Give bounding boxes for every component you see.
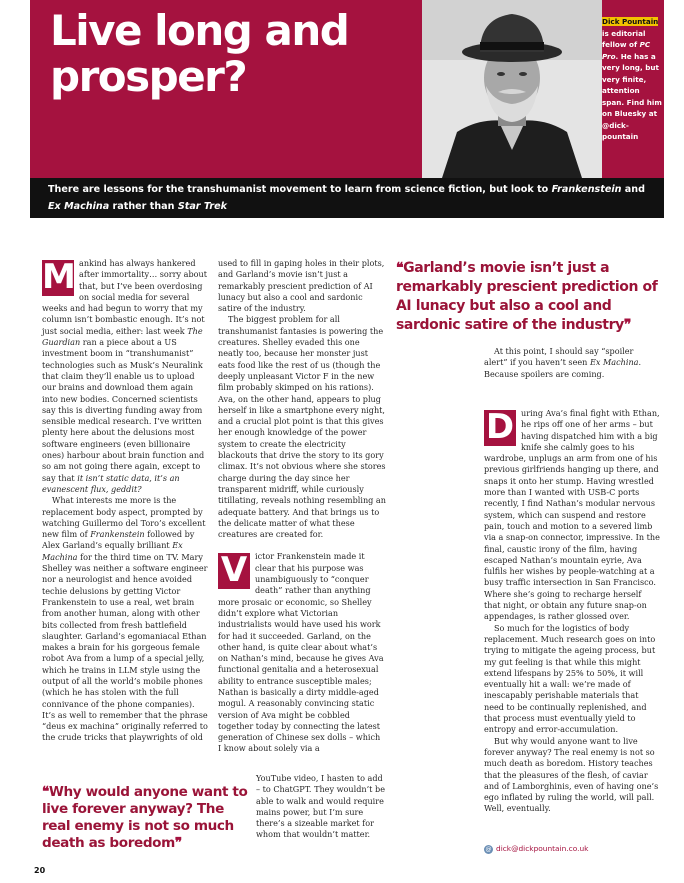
publication-name: The Guardian bbox=[42, 325, 203, 348]
text: At this point, I should say “spoiler alert” if you haven’t seen bbox=[484, 346, 634, 368]
column-3-top bbox=[484, 346, 658, 380]
title-line-2: prosper? bbox=[50, 52, 247, 101]
author-email[interactable] bbox=[484, 844, 588, 854]
author-photo bbox=[422, 0, 602, 178]
standfirst-text: There are lessons for the transhumanist movement to learn from science fiction, but look to bbox=[48, 184, 552, 195]
column-2-tail bbox=[256, 773, 386, 841]
pull-quote-text: Why would anyone want to live forever anyway? The real enemy is not so much death as boredom bbox=[42, 784, 248, 851]
drop-cap: V bbox=[218, 553, 250, 589]
standfirst-text-2: and bbox=[621, 184, 645, 195]
paragraph bbox=[218, 551, 386, 754]
close-quote-icon: ❞ bbox=[623, 317, 631, 333]
at-icon: @ bbox=[485, 845, 492, 853]
open-quote-icon: ❝ bbox=[42, 784, 49, 800]
bio-text-rest: . He has a very long, but very finite, attention span. Find him on Bluesky at @dick-pountain bbox=[602, 51, 662, 141]
article-title bbox=[50, 8, 348, 100]
column-3 bbox=[484, 408, 660, 815]
paragraph: YouTube video, I hasten to add – to ChatGPT. They wouldn’t be able to walk and would require mains power, but I’m sure there’s a sizeable market for whom that wouldn’t matter. bbox=[256, 773, 385, 840]
author-name: Dick Pountain bbox=[602, 17, 659, 26]
pull-quote-1 bbox=[396, 259, 660, 335]
bio-text: is editorial fellow of bbox=[602, 28, 646, 49]
standfirst-ex-machina: Ex Machina bbox=[48, 201, 110, 212]
film-title: Frankenstein bbox=[90, 529, 145, 540]
paragraph bbox=[42, 258, 208, 495]
paragraph bbox=[484, 408, 660, 623]
drop-cap: D bbox=[485, 407, 515, 447]
italic-text: it isn’t static data, it’s an evanescent flux, geddit? bbox=[42, 472, 180, 494]
text: ankind has always hankered after immortality… sorry about that, but I’ve been overdosing on social media for several weeks and had begun to worry that my column isn’t bombastic enough. It’s not just social media, either: last week bbox=[42, 258, 207, 336]
text: followed by Alex Garland’s equally brilliant bbox=[42, 529, 195, 551]
close-quote-icon: ❞ bbox=[174, 835, 182, 851]
text: uring Ava’s final fight with Ethan, he rips off one of her arms – but having dispatched him with a big knife she calmly goes to his wardrobe, unplugs an arm from one of his previous girlfriends hanging up there, and snaps it onto her stump. Having wrestled more than I wanted with USB-C ports recently, I find Nathan’s modular nervous system, which can suspend and restore pain, touch and motion to a severed limb via a snap-on connector, impressive. In the final, caustic irony of the film, having escaped Nathan’s mountain eyrie, Ava fulfils her wishes by people-watching at a busy traffic intersection in San Francisco. Where she’s going to recharge herself that night, or obtain any future snap-on appendages, is rather glossed over. bbox=[484, 408, 660, 622]
paragraph: used to fill in gaping holes in their plots, and Garland’s movie isn’t just a remarkably prescient prediction of AI lunacy but also a cool and sardonic satire of the industry. bbox=[218, 258, 385, 314]
header-banner bbox=[30, 0, 664, 218]
text: for the third time on TV. Mary Shelley was neither a software engineer nor a neurologist and hence avoided techie delusions by getting Victor Frankenstein to use a real, wet brain from another human, along with other bits collected from fresh battlefield slaughter. Garland’s egomaniacal Ethan makes a brain for his gorgeous female robot Ava from a lump of a special jelly, which he trains in LLM style using the output of all the world’s mobile phones (which he has stolen with the full connivance of the phone companies). It’s as well to remember that the phrase “deus ex machina” originally referred to the crude tricks that playwrights of old bbox=[42, 551, 208, 743]
paragraph: The biggest problem for all transhumanist fantasies is powering the creatures. Shelley evaded this one neatly too, because her monster just eats food like the rest of us (though the deeply unpleasant Victor F in the new film probably skimped on his rations). Ava, on the other hand, appears to plug herself in like a smartphone every night, and a crucial plot point is that this gives her enough knowledge of the power system to create the electricity blackouts that drive the story to its gory climax. It’s not obvious where she stores charge during the day since her transparent midriff, while curiously titillating, reveals nothing resembling an adequate battery. And that brings us to the delicate matter of what these creatures are created for. bbox=[218, 314, 386, 540]
text: . Because spoilers are coming. bbox=[484, 357, 642, 379]
paragraph: But why would anyone want to live forever anyway? The real enemy is not so much death as boredom. History teaches that the pleasures of the flesh, of caviar and of Lamborghinis, even of having one’s ego inflated by ruling the world, will pall. Well, eventually. bbox=[484, 735, 659, 814]
pull-quote-text: Garland’s movie isn’t just a remarkably prescient prediction of AI lunacy but also a cool and sardonic satire of the industry bbox=[396, 260, 658, 333]
standfirst-text-3: rather than bbox=[109, 201, 178, 212]
text: ran a piece about a US investment boom in “transhumanist” technologies such as Musk’s Neuralink that claim they’ll enable us to upload our brains and download them again into new bodies. Concerned scientists say this is diverting funding away from sensible medical research. I’ve written plenty here about the delusions most software engineers (even billionaire ones) harbour about brain function and so am not going there again, except to say that bbox=[42, 337, 205, 483]
standfirst-star-trek: Star Trek bbox=[177, 201, 227, 212]
paragraph bbox=[484, 346, 658, 380]
text: What interests me more is the replacement body aspect, prompted by watching Guillermo del Toro’s excellent new film of bbox=[42, 495, 206, 540]
author-bio bbox=[602, 16, 664, 143]
film-title: Ex Machina bbox=[42, 540, 183, 562]
column-1 bbox=[42, 258, 208, 744]
paragraph: So much for the logistics of body replacement. Much research goes on into trying to mitigate the ageing process, but my gut feeling is that while this might extend lifespans by 25% to 50%, it will eventually hit a wall: we’re made of inescapably perishable materials that need to be continually replenished, and that process must eventually yield to entropy and error-accumulation. bbox=[484, 622, 656, 735]
bio-magazine: PC Pro bbox=[602, 40, 651, 61]
pull-quote-2 bbox=[42, 784, 256, 852]
column-2 bbox=[218, 258, 386, 755]
open-quote-icon: ❝ bbox=[396, 260, 404, 276]
standfirst-frankenstein: Frankenstein bbox=[551, 184, 622, 195]
paragraph bbox=[42, 495, 208, 744]
page-number: 20 bbox=[34, 866, 46, 875]
drop-cap: M bbox=[42, 257, 76, 297]
film-title: Ex Machina bbox=[589, 357, 639, 368]
title-line-1: Live long and bbox=[50, 6, 349, 55]
email-text[interactable]: dick@dickpountain.co.uk bbox=[496, 844, 589, 853]
standfirst bbox=[30, 178, 664, 218]
text: ictor Frankenstein made it clear that his purpose was unambiguously to “conquer death” rather than anything more prosaic or economic, so Shelley didn’t explore what Victorian industrialists would have used his work for had it succeeded. Garland, on the other hand, is quite clear about what’s on Nathan’s mind, because he gives Ava functional genitalia and a heterosexual ability to entrance susceptible males; Nathan is basically a dirty middle-aged mogul. A reasonably convincing static version of Ava might be cobbled together today by connecting the latest generation of Chinese sex dolls – which I know about solely via a bbox=[218, 551, 384, 754]
